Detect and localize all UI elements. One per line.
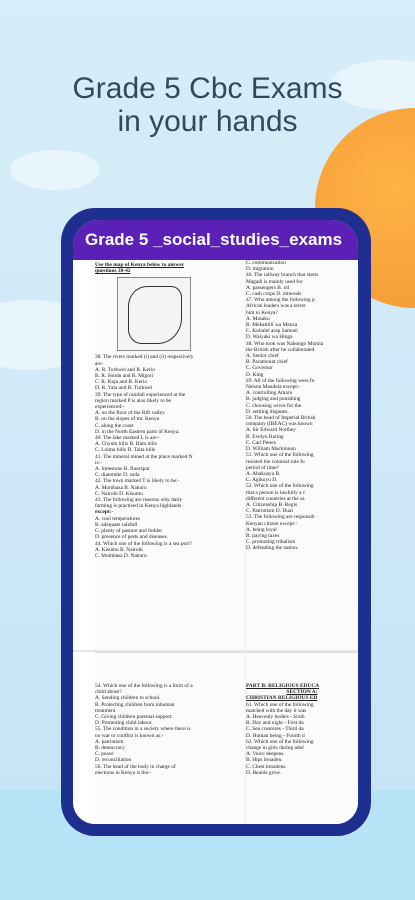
page-text-line: D. reconciliation [95, 757, 132, 764]
page-text-line: C. Loima hills D. Taita hills [95, 447, 156, 454]
page-text-line: D. King [246, 371, 264, 378]
page-text-line: 47. Who among the following p [246, 297, 315, 304]
page-text-line: C. diatomite D. soda [95, 472, 140, 479]
kenya-map-image [117, 277, 191, 351]
page-text-line: B. Mekatilili wa Menza [246, 322, 298, 329]
page-text-line: 53. The following are responsib [246, 514, 315, 521]
page-text-line: CHRISTIAN RELIGIOUS ED [246, 695, 318, 702]
page-text-line: child abuse? [95, 689, 122, 696]
page-text-line: Use the map of Kenya below to answer [95, 262, 185, 268]
page-text-line: A. controlling Amaru [246, 390, 293, 397]
page-text-line: 46. The railway branch that starts [246, 272, 319, 279]
page-text-line: PART B: RELIGIOUS EDUCA [246, 683, 320, 689]
page-text-line: C. Koitalel arap Samoei [246, 328, 298, 335]
page-text-line: C. communication [246, 260, 286, 266]
page-text-line: Nelson Mandela except:- [246, 384, 301, 391]
page-text-line: A. being loyal [246, 526, 277, 533]
page-text-line: C. cash crops D. minerals [246, 291, 302, 298]
page-text-line: elections in Kenya is the:- [95, 769, 152, 776]
page-text-line: C. peace [95, 751, 114, 758]
phone-screen [73, 220, 358, 824]
page-text-line: matched with the day it was [246, 707, 307, 714]
page-text-line: no war or conflict is known as:- [95, 732, 164, 739]
page-text-line: 42. The town marked T is likely to be:- [95, 478, 180, 485]
page-text-line: 43. The following are reasons why dairy [95, 497, 183, 504]
app-title-bar [73, 220, 358, 260]
page-text-line: C. Sea creatures - Third da [246, 726, 304, 733]
page-text-line: C. Governor [246, 365, 273, 372]
exam-page-3 [95, 652, 245, 824]
page-text-line: C. along the coast [95, 422, 134, 429]
kenya-outline [128, 286, 182, 344]
page-text-line: A. Kisumu B. Nairobi [95, 546, 143, 553]
page-text-line: is:- [95, 459, 102, 466]
page-text-line: A. on the floor of the Rift valley [95, 410, 165, 417]
page-text-line: B. democracy [95, 745, 125, 752]
page-text-line: B. R. Sondu and R. Migori [95, 373, 154, 380]
page-text-line: 44. Which one of the following is a sea port? [95, 540, 192, 547]
app-title: Grade 5 _social_studies_exams [85, 230, 343, 249]
page-text-line: period of time? [246, 464, 279, 471]
page-text-line: B. Evelyn Baring [246, 433, 284, 440]
headline [0, 72, 415, 138]
page-text-line: A. R. Turkwel and R. Kerio [95, 366, 155, 373]
page-text-line: D. settling disputes. [246, 408, 289, 415]
page-text-line: D. Promoting child labour. [95, 720, 153, 727]
page-text-line: 55. The condition in a society where there is [95, 726, 191, 733]
page-text-line: A. Chyulu hills B. Ham hills [95, 441, 157, 448]
page-text-line: D. Beards grow. [246, 769, 281, 776]
page-text-line: are: [95, 360, 104, 367]
page-text-line: Kenyan citizen except:- [246, 520, 298, 527]
page-text-line: 51. Which one of the following [246, 452, 314, 459]
page-text-line: A. Heavenly bodies - Sixth [246, 714, 305, 721]
page-text-line: A. Voice deepens. [246, 751, 285, 758]
page-text-line: A. limestone B. fluorspar [95, 466, 150, 473]
page-text-line: him in Kenya? [246, 309, 278, 316]
page-text-line: B. Paramount chief [246, 359, 288, 366]
page-text-line: 61. Which one of the following [246, 701, 314, 708]
page-text-line: the British after he collaborated [246, 346, 315, 353]
page-text-line: region marked P is also likely to be [95, 397, 172, 404]
page-text-line: A. Sending children to school. [95, 695, 161, 702]
page-text-line: A. Senior chief [246, 353, 279, 360]
page-text-line: B. on the slopes of mt. Kenya [95, 416, 160, 423]
page-text-line: C. Chest broadens. [246, 763, 287, 770]
page-text-line: 54. Which one of the following is a form of a [95, 683, 193, 689]
page-text-line: D. presence of pests and diseases. [95, 534, 168, 541]
page-text-line: C. R. Kuja and R. Kerio [95, 379, 148, 386]
page-text-line: treatment [95, 707, 116, 714]
page-text-line: A. Masaku [246, 315, 270, 322]
page-text-line: C. Patriotism D. Dual [246, 508, 293, 515]
page-text-line: A. Sir Edward Northey [246, 427, 297, 434]
page-text-line: D. Waiyaki wa Hinga [246, 334, 293, 341]
exam-page-1 [95, 262, 245, 650]
page-text-line: SECTION A: [286, 689, 318, 696]
page-text-line: D. William Mackinnon [246, 446, 296, 453]
exam-page-2 [245, 260, 358, 650]
exam-document-viewer[interactable] [73, 260, 358, 824]
page-text-line: B. paying taxes [246, 532, 280, 539]
page-text-line: B. Protecting children from inhuman [95, 701, 175, 708]
page-text-line: A. Mombasa B. Nakuru [95, 484, 147, 491]
page-text-line: Magadi is mainly used for [246, 278, 303, 285]
page-text-line: B. Day and night - First da [246, 720, 304, 727]
page-text-line: 38. The rivers marked (i) and (ii) respectively [95, 354, 194, 361]
page-text-line: 56. The head of the body in charge of [95, 763, 176, 770]
exam-page-4 [245, 652, 358, 824]
page-text-line: C. plenty of pasture and fodder [95, 528, 163, 535]
page-text-line: A. cool temperatures [95, 515, 141, 522]
page-text-line: D. migration [246, 266, 274, 273]
page-text-line: C. Agikuyu D. [246, 477, 278, 484]
page-text-line: 39. The type of rainfall experienced at the [95, 391, 186, 398]
page-text-line: C. Nairobi D. Kisumu [95, 490, 143, 497]
page-text-line: A. Abakuaya B. [246, 470, 281, 477]
page-text-line: C. Giving children parental support. [95, 714, 173, 721]
headline-line-1: Grade 5 Cbc Exams [72, 72, 343, 105]
cloud [10, 150, 100, 190]
page-text-line: 62. Which one of the following [246, 738, 314, 745]
page-text-line: B. adequate rainfall [95, 521, 138, 528]
page-text-line: C. promoting tribalism [246, 539, 296, 546]
page-text-line: African leaders was a terror [246, 303, 306, 310]
page-text-line: D. in the North Eastern parts of Kenya. [95, 428, 180, 435]
page-text-line: C. Mombasa D. Nakuru [95, 552, 147, 559]
page-text-line: 40. The lake marked L is are:- [95, 435, 160, 442]
page-text-line: 48. Who took was Nabongo Mumia [246, 340, 324, 347]
page-text-line: B. Hips broaden. [246, 757, 283, 764]
page-text-line: questions 38-42 [95, 268, 131, 275]
page-text-line: C. Carl Peters [246, 439, 277, 446]
page-text-line: different countries at the sa [246, 495, 305, 502]
page-text-line: D. Human being - Fourth d [246, 732, 305, 739]
page-text-line: A. Citizenship B. Regis [246, 501, 298, 508]
headline-line-2: in your hands [117, 105, 298, 138]
page-text-line: experienced:- [95, 404, 125, 411]
page-text-line: farming is practised in Kenya highlands [95, 503, 182, 510]
page-text-line: C. choosing wives for the [246, 402, 302, 409]
page-text-line: D. defending the nation. [246, 545, 299, 552]
page-text-line: except:- [95, 509, 114, 516]
page-text-line: 50. The head of Imperial British [246, 415, 316, 422]
page-text-line: 41. The mineral mined at the place marked N [95, 453, 193, 460]
page-text-line: 52. Which one of the following [246, 483, 314, 490]
page-text-line: that a person is lawfully a c [246, 489, 306, 496]
page-text-line: change in girls during adol [246, 745, 304, 752]
page-text-line: D. R. Yala and R. Turkwel [95, 385, 153, 392]
page-text-line: A. patriotism [95, 738, 124, 745]
page-text-line: A. passengers B. oil [246, 284, 290, 291]
page-text-line: 49. All of the following were fo [246, 377, 315, 384]
page-text-line: company (IBEAC) was known [246, 421, 313, 428]
page-text-line: resisted the colonial rule fo [246, 458, 305, 465]
page-text-line: B. judging and punishing [246, 396, 301, 403]
